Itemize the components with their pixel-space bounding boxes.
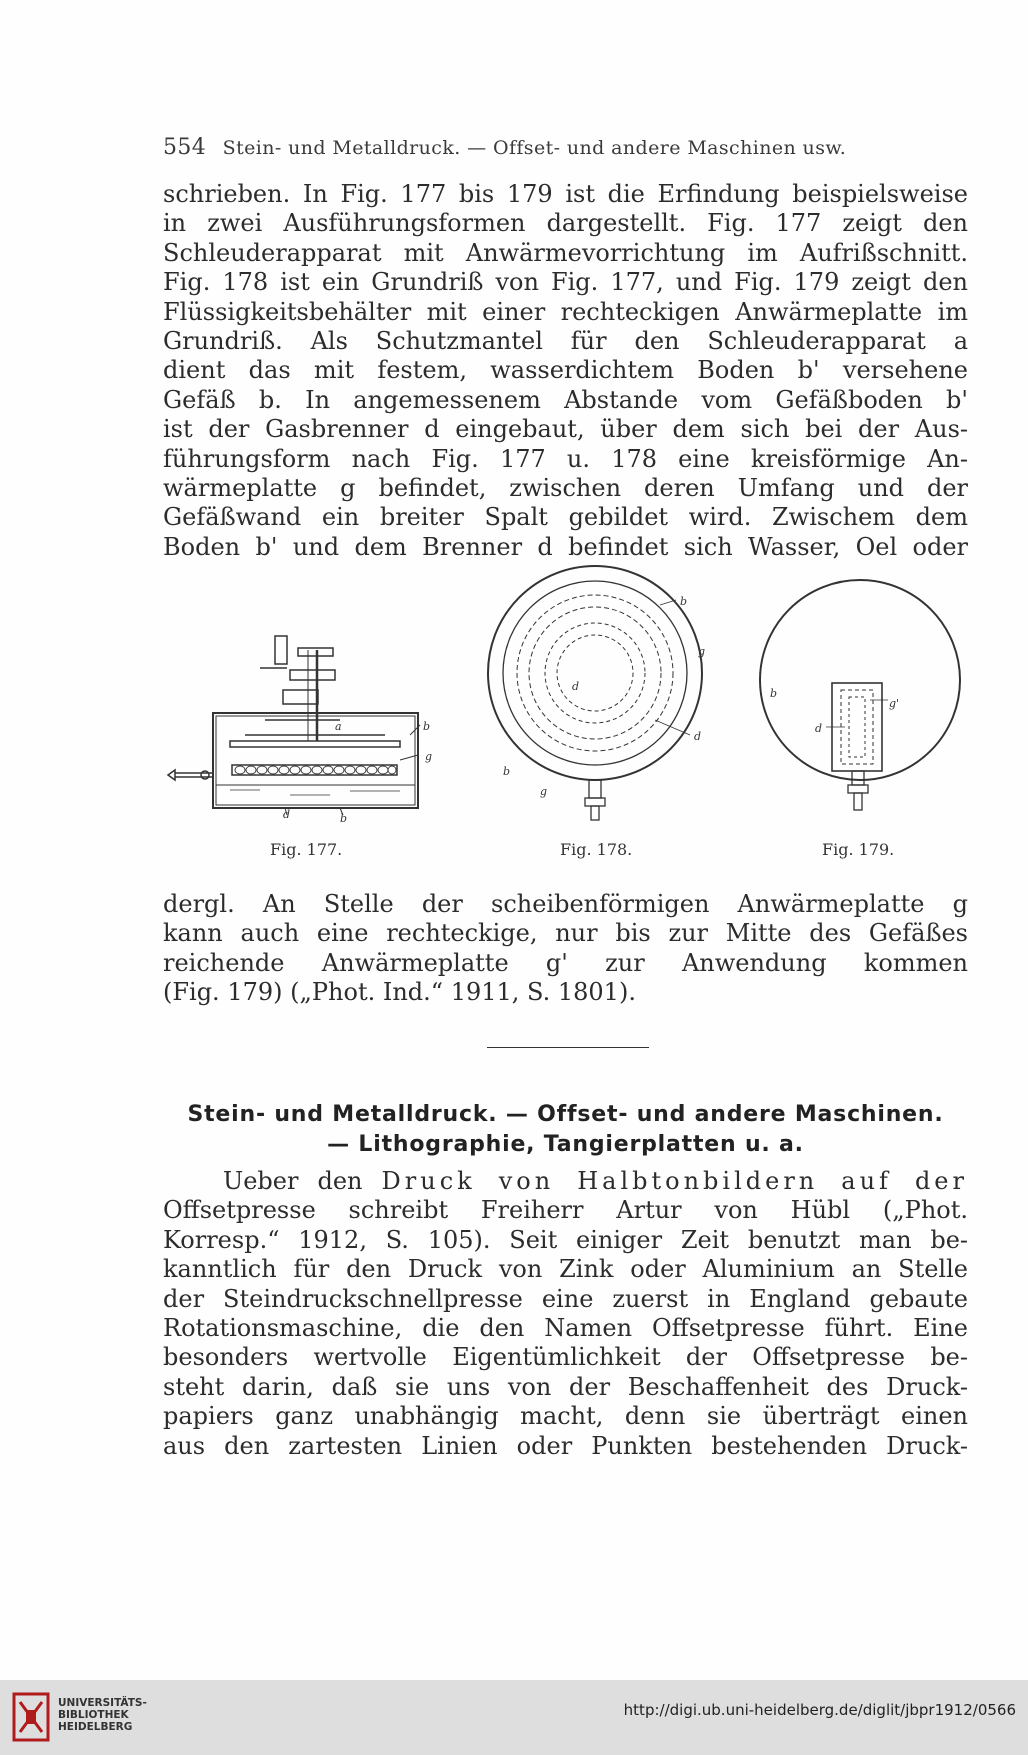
- text-line: wärmeplatte g befindet, zwischen deren Umfang und der: [163, 474, 968, 503]
- text-line: führungsform nach Fig. 177 u. 178 eine kreisförmige An-: [163, 444, 968, 473]
- paragraph-2: [163, 890, 968, 1008]
- source-url-link[interactable]: http://digi.ub.uni-heidelberg.de/diglit/jbpr1912/0566: [623, 1701, 1016, 1719]
- section-subtitle: — Lithographie, Tangierplatten u. a.: [327, 1132, 804, 1157]
- section-divider: [487, 1047, 649, 1048]
- text-line: kanntlich für den Druck von Zink oder Aluminium an Stelle: [163, 1255, 968, 1284]
- paragraph-1: [163, 180, 968, 562]
- library-logo-icon: [12, 1692, 50, 1742]
- spaced-text-run: Druck von Halbtonbildern auf der: [381, 1167, 968, 1195]
- page-number: 554: [163, 135, 207, 160]
- label-b-top: b: [680, 595, 688, 608]
- label-b-prime: b: [340, 812, 348, 825]
- text-line: steht darin, daß sie uns von der Beschaffenheit des Druck-: [163, 1372, 968, 1401]
- library-name-line-1: UNIVERSITÄTS-: [58, 1697, 147, 1709]
- figure-177-caption: Fig. 177.: [270, 840, 343, 859]
- label-b-left: b: [503, 765, 511, 778]
- figure-178-caption: Fig. 178.: [560, 840, 633, 859]
- text-line: Korresp.“ 1912, S. 105). Seit einiger Zeit benutzt man be-: [163, 1225, 968, 1254]
- library-name-line-3: HEIDELBERG: [58, 1721, 133, 1733]
- text-line: Boden b' und dem Brenner d befindet sich Wasser, Oel oder: [163, 532, 968, 561]
- text-line: schrieben. In Fig. 177 bis 179 ist die Erfindung beispielsweise: [163, 180, 968, 208]
- text-line: Schleuderapparat mit Anwärmevorrichtung im Aufrißschnitt.: [163, 238, 968, 267]
- text-line: ist der Gasbrenner d eingebaut, über dem sich bei der Aus-: [163, 415, 968, 444]
- label-d: d: [815, 722, 823, 735]
- text-line: dient das mit festem, wasserdichtem Boden b' versehene: [163, 356, 968, 385]
- section-title: Stein- und Metalldruck. — Offset- und andere Maschinen.: [187, 1102, 944, 1127]
- label-g-prime: g': [889, 697, 900, 710]
- text-line: reichende Anwärmeplatte g' zur Anwendung kommen: [163, 948, 968, 977]
- text-line: kann auch eine rechteckige, nur bis zur Mitte des Gefäßes: [163, 919, 968, 948]
- label-b: b: [770, 687, 778, 700]
- text-line: Gefäß b. In angemessenem Abstande vom Gefäßboden b': [163, 385, 968, 414]
- text-line: in zwei Ausführungsformen dargestellt. Fig. 177 zeigt den: [163, 209, 968, 238]
- text-line: Offsetpresse schreibt Freiherr Artur von Hübl („Phot.: [163, 1196, 968, 1225]
- paragraph-3: [163, 1167, 968, 1461]
- text-line: Grundriß. Als Schutzmantel für den Schleuderapparat a: [163, 327, 968, 356]
- text-line: aus den zartesten Linien oder Punkten bestehenden Druck-: [163, 1431, 968, 1460]
- label-d-right: d: [694, 730, 702, 743]
- running-header: [163, 135, 968, 160]
- text-run: Ueber den: [223, 1167, 363, 1195]
- library-name: [58, 1697, 147, 1733]
- running-title: Stein- und Metalldruck. — Offset- und andere Maschinen usw.: [222, 137, 847, 159]
- label-a: a: [335, 720, 342, 733]
- text-line: der Steindruckschnellpresse eine zuerst in England gebaute: [163, 1284, 968, 1313]
- label-b: b: [423, 720, 431, 733]
- text-line-first: [163, 1167, 968, 1196]
- text-line: Fig. 178 ist ein Grundriß von Fig. 177, und Fig. 179 zeigt den: [163, 268, 968, 297]
- label-g-bottom: g: [540, 785, 548, 798]
- text-line: dergl. An Stelle der scheibenförmigen Anwärmeplatte g: [163, 890, 968, 918]
- label-d-center: d: [572, 680, 580, 693]
- label-g-right: g: [698, 645, 706, 658]
- text-line: Gefäßwand ein breiter Spalt gebildet wird. Zwischem dem: [163, 503, 968, 532]
- text-line: (Fig. 179) („Phot. Ind.“ 1911, S. 1801).: [163, 978, 636, 1007]
- library-name-line-2: BIBLIOTHEK: [58, 1709, 129, 1721]
- text-line: Flüssigkeitsbehälter mit einer rechteckigen Anwärmeplatte im: [163, 297, 968, 326]
- text-line: besonders wertvolle Eigentümlichkeit der Offsetpresse be-: [163, 1343, 968, 1372]
- label-g: g: [425, 750, 433, 763]
- text-line: Rotationsmaschine, die den Namen Offsetpresse führt. Eine: [163, 1314, 968, 1343]
- label-d: d: [283, 808, 291, 821]
- figure-179-caption: Fig. 179.: [822, 840, 895, 859]
- text-line: papiers ganz unabhängig macht, denn sie überträgt einen: [163, 1402, 968, 1431]
